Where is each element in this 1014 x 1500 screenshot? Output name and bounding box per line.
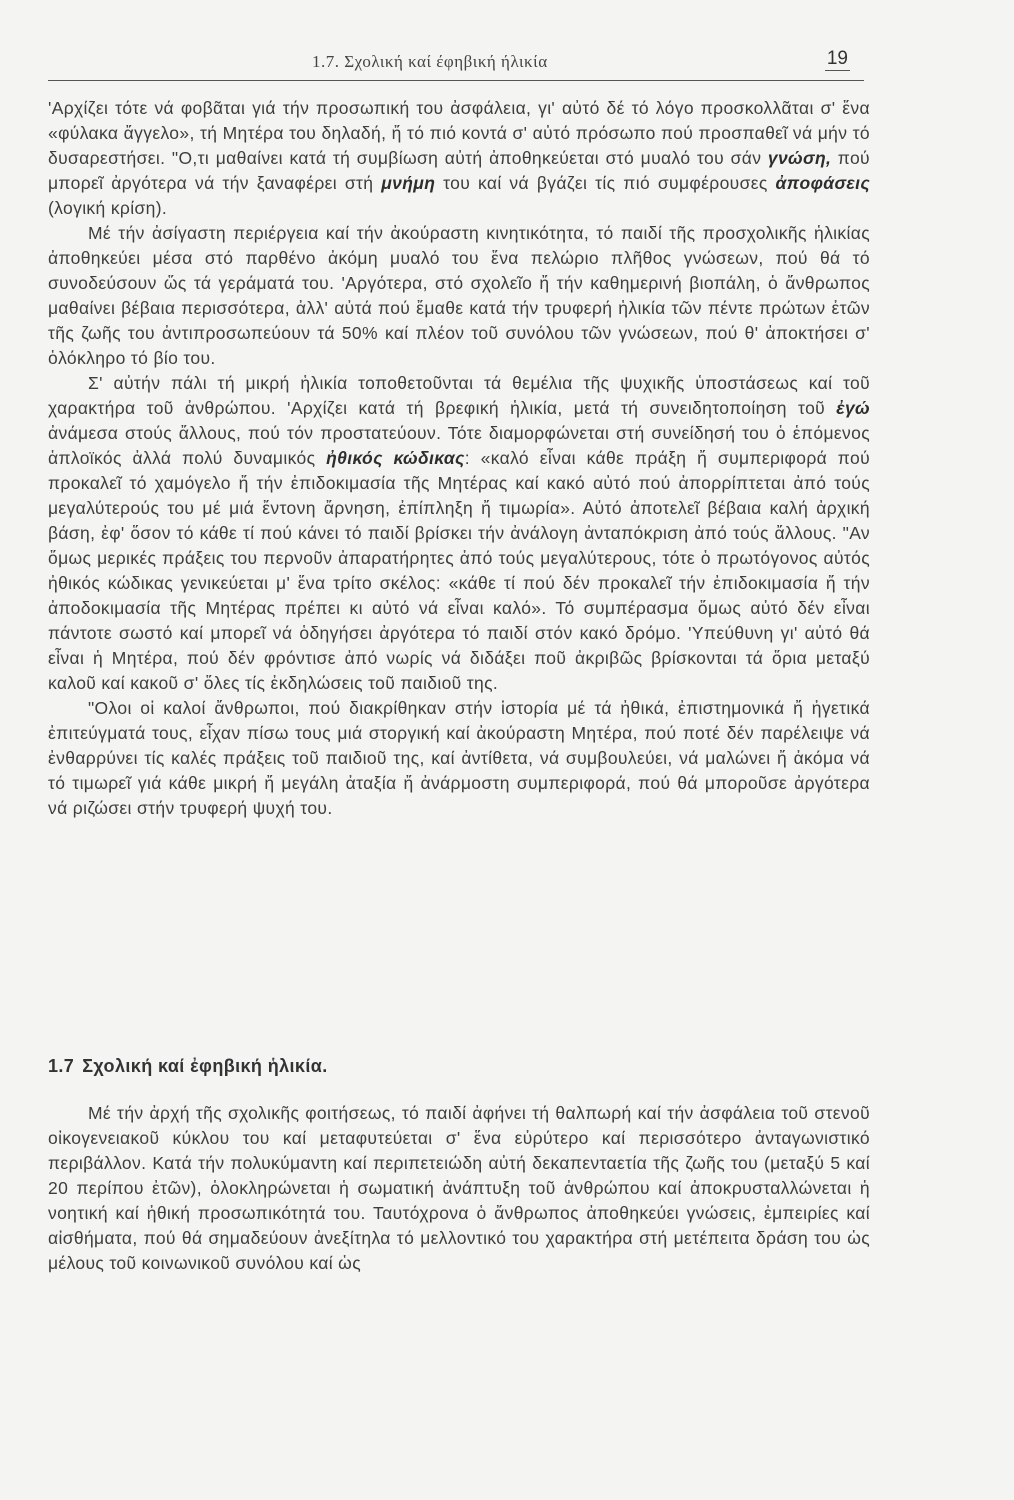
- section-heading: [48, 1054, 870, 1079]
- running-header: [48, 46, 864, 81]
- emphasis-ithikos-kodikas: ἠθικός κώδικας: [326, 448, 465, 468]
- page-number: 19: [826, 48, 848, 69]
- paragraph-3: Σ' αὐτήν πάλι τή μικρή ἡλικία τοποθετοῦνται τά θεμέλια τῆς ψυχικῆς ὑποστάσεως καί τοῦ χαρακτήρα τοῦ ἀνθρώπου. 'Αρχίζει κατά τή βρεφική ἡλικία, μετά τή συνειδητοποίηση τοῦ ἐγώ ἀνάμεσα στούς ἄλλους, πού τόν προστατεύουν. Τότε διαμορφώνεται στή συνείδησή του ὁ ἑπόμενος ἁπλοϊκός ἀλλά πολύ δυναμικός ἠθικός κώδικας: «καλό εἶναι κάθε πράξη ἤ συμπεριφορά πού προκαλεῖ τό χαμόγελο ἤ τήν ἐπιδοκιμασία τῆς Μητέρας καί κακό αὐτό πού ἀπορρίπτεται ἀπό τούς μεγαλύτερούς του μέ μιά ἔντονη ἄρνηση, ἐπίπληξη ἤ τιμωρία». Αὐτό ἀποτελεῖ βέβαια καλή ἀρχική βάση, ἐφ' ὅσον τό κάθε τί πού κάνει τό παιδί βρίσκει τήν ἀνάλογη ἀνταπόκριση ἀπό τούς ἄλλους. "Αν ὅμως μερικές πράξεις του περνοῦν ἀπαρατήρητες ἀπό τούς μεγαλύτερους, τότε ὁ πρωτόγονος αὐτός ἠθικός κώδικας γενικεύεται μ' ἕνα τρίτο σκέλος: «κάθε τί πού δέν προκαλεῖ τήν ἐπιδοκιμασία ἤ τήν ἀποδοκιμασία τῆς Μητέρας πρέπει κι αὐτό νά εἶναι καλό». Τό συμπέρασμα ὅμως αὐτό δέν εἶναι πάντοτε σωστό καί μπορεῖ νά ὁδηγήσει ἀργότερα τό παιδί στόν κακό δρόμο. 'Υπεύθυνη γι' αὐτό θά εἶναι ἡ Μητέρα, πού δέν φρόντισε ἀπό νωρίς νά διδάξει ποῦ ἀκριβῶς βρίσκονται τά ὅρια μεταξύ καλοῦ καί κακοῦ σ' ὅλες τίς ἐκδηλώσεις τοῦ παιδιοῦ της.: [48, 373, 870, 693]
- emphasis-mnimi: μνήμη: [381, 173, 436, 193]
- section-paragraph-1: Μέ τήν ἀρχή τῆς σχολικῆς φοιτήσεως, τό παιδί ἀφήνει τή θαλπωρή καί τήν ἀσφάλεια τοῦ στενοῦ οἰκογενειακοῦ κύκλου του καί μεταφυτεύεται σ' ἕνα εὐρύτερο καί περισσότερο ἀνταγωνιστικό περιβάλλον. Κατά τήν πολυκύμαντη καί περιπετειώδη αὐτή δεκαπενταετία τῆς ζωῆς του (μεταξύ 5 καί 20 περίπου ἐτῶν), ὁλοκληρώνεται ἡ σωματική ἀνάπτυξη τοῦ ἀνθρώπου καί ἀποκρυσταλλώνεται ἡ νοητική καί ἠθική προσωπικότητά του. Ταυτόχρονα ὁ ἄνθρωπος ἀποθηκεύει γνώσεις, ἐμπειρίες καί αἰσθήματα, πού θά σημαδεύουν ἀνεξίτηλα τό μελλοντικό του χαρακτήρα στή μετέπειτα δράση του ὡς μέλους τοῦ κοινωνικοῦ συνόλου καί ὡς: [48, 1103, 870, 1273]
- emphasis-ego: ἐγώ: [836, 398, 870, 418]
- emphasis-gnosi: γνώση,: [767, 148, 832, 168]
- paragraph-2: Μέ τήν ἀσίγαστη περιέργεια καί τήν ἀκούραστη κινητικότητα, τό παιδί τῆς προσχολικῆς ἡλικίας ἀποθηκεύει μέσα στό παρθένο ἀκόμη μυαλό του ἕνα πελώριο πλῆθος γνώσεων, πού θά τό συνοδεύσουν ὥς τά γεράματά του. 'Αργότερα, στό σχολεῖο ἤ τήν καθημερινή βιοπάλη, ὁ ἄνθρωπος μαθαίνει βέβαια περισσότερα, ἀλλ' αὐτά πού ἔμαθε κατά τήν τρυφερή ἡλικία τῶν πέντε πρώτων ἐτῶν τῆς ζωῆς του ἀντιπροσωπεύουν τά 50% καί πλέον τοῦ συνόλου τῶν γνώσεων, πού θ' ἀποκτήσει σ' ὁλόκληρο τό βίο του.: [48, 223, 870, 368]
- paragraph-4: "Ολοι οἱ καλοί ἄνθρωποι, πού διακρίθηκαν στήν ἱστορία μέ τά ἠθικά, ἐπιστημονικά ἤ ἠγετικά ἐπιτεύγματά τους, εἶχαν πίσω τους μιά στοργική καί ἀκούραστη Μητέρα, πού ποτέ δέν παρέλειψε νά ἐνθαρρύνει τίς καλές πράξεις τοῦ παιδιοῦ της, καί ἀντίθετα, νά συμβουλεύει, νά μαλώνει ἤ ἀκόμα νά τό τιμωρεῖ γιά κάθε μικρή ἤ μεγάλη ἀταξία ἤ ἀνάρμοστη συμπεριφορά, πού θά μποροῦσε ἀργότερα νά ριζώσει στήν τρυφερή ψυχή του.: [48, 698, 870, 818]
- main-text: [48, 96, 870, 821]
- running-title: 1.7. Σχολική καί έφηβική ήλικία: [312, 52, 548, 71]
- paragraph-1: 'Αρχίζει τότε νά φοβᾶται γιά τήν προσωπική του ἀσφάλεια, γι' αὐτό δέ τό λόγο προσκολλᾶται σ' ἕνα «φύλακα ἄγγελο», τή Μητέρα του δηλαδή, ἤ τό πιό κοντά σ' αὐτό πρόσωπο πού προσπαθεῖ νά μήν τό δυσαρεστήσει. "Ο,τι μαθαίνει κατά τή συμβίωση αὐτή ἀποθηκεύεται στό μυαλό του σάν γνώση, πού μπορεῖ ἀργότερα νά τήν ξαναφέρει στή μνήμη του καί νά βγάζει τίς πιό συμφέρουσες ἀποφάσεις (λογική κρίση).: [48, 98, 871, 218]
- section-1-7: [48, 1006, 870, 1276]
- section-title: Σχολική καί ἐφηβική ἡλικία.: [82, 1056, 328, 1076]
- section-number: 1.7: [48, 1056, 75, 1076]
- emphasis-apofaseis: ἀποφάσεις: [775, 173, 871, 193]
